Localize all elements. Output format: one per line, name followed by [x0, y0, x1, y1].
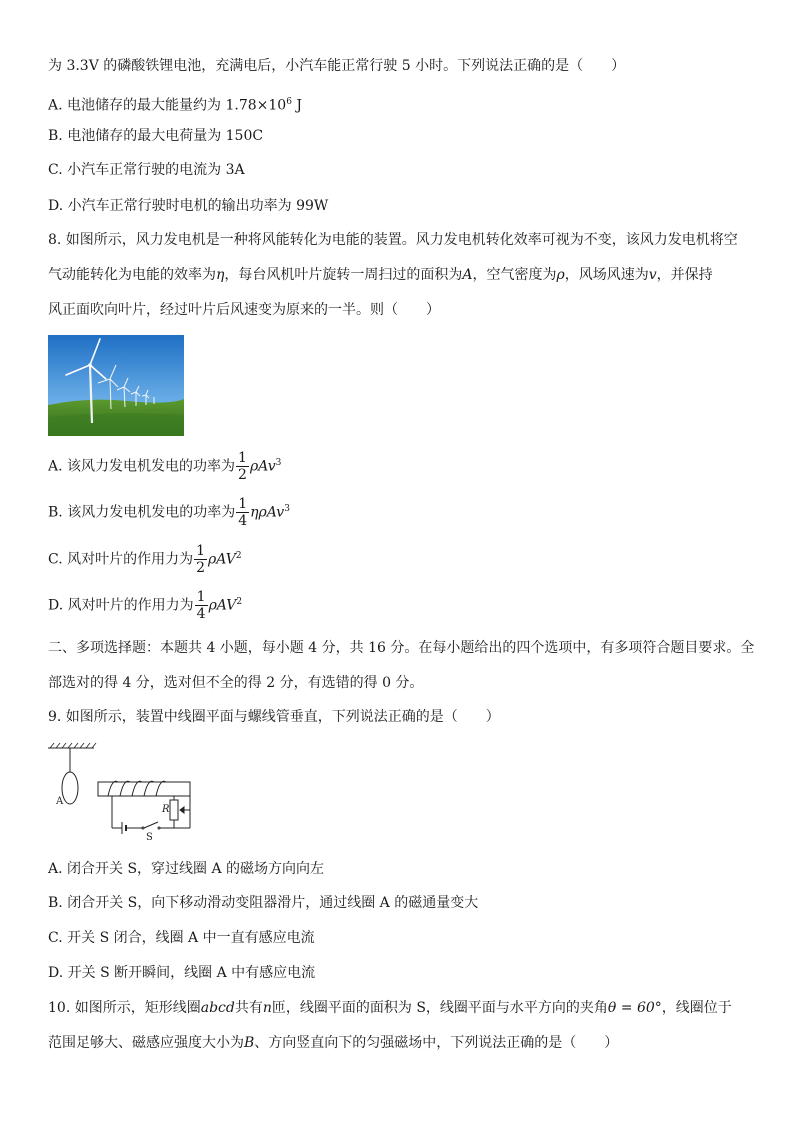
- q8-stem-line2: [48, 265, 713, 285]
- q8-symbol-rho: ρ: [556, 267, 565, 283]
- q8-option-c-expression: ρAV: [208, 551, 236, 568]
- q7-option-c: C. 小汽车正常行驶的电流为 3A: [48, 162, 245, 178]
- label-rheostat-r: R: [162, 804, 170, 815]
- q10-stem-text: 、方向竖直向下的匀强磁场中，下列说法正确的是（ ）: [254, 1035, 619, 1051]
- wind-turbine-photo: [48, 335, 184, 436]
- q10-symbol-b: B: [244, 1035, 255, 1051]
- q10-stem-text: 共有: [234, 1000, 263, 1016]
- solenoid-circuit-diagram: [46, 742, 196, 842]
- q7-option-a: [48, 92, 302, 116]
- q8-option-c: [48, 543, 242, 576]
- q10-symbol-theta: θ = 60°: [607, 1000, 662, 1016]
- q10-stem-text: 10. 如图所示，矩形线圈: [48, 1000, 201, 1016]
- exponent: 3: [284, 503, 290, 514]
- q8-option-a: [48, 450, 281, 483]
- q8-option-b-text: B. 该风力发电机发电的功率为: [48, 504, 236, 521]
- q8-option-a-expression: ρAv: [249, 458, 276, 475]
- fraction-denominator: 4: [196, 606, 206, 622]
- q10-symbol-n: n: [262, 1000, 272, 1016]
- fraction-denominator: 2: [238, 467, 247, 483]
- q8-option-d: [48, 589, 242, 622]
- q8-option-c-text: C. 风对叶片的作用力为: [48, 551, 194, 568]
- q8-stem-line3: 风正面吹向叶片，经过叶片后风速变为原来的一半。则（ ）: [48, 302, 440, 318]
- q8-stem-line1: 8. 如图所示，风力发电机是一种将风能转化为电能的装置。风力发电机转化效率可视为不变，该风力发电机将空: [48, 232, 738, 248]
- q7-option-a-value: 1.78×10: [225, 97, 287, 114]
- fraction: [236, 496, 249, 529]
- q7-option-d: D. 小汽车正常行驶时电机的输出功率为 99W: [48, 198, 329, 214]
- q8-option-b: [48, 496, 290, 529]
- fraction-numerator: 1: [238, 496, 248, 512]
- q9-option-b: B. 闭合开关 S，向下移动滑动变阻器滑片，通过线圈 A 的磁通量变大: [48, 895, 479, 911]
- q10-stem-text: 范围足够大、磁感应强度大小为: [48, 1035, 244, 1051]
- q7-stem-tail: 为 3.3V 的磷酸铁锂电池，充满电后，小汽车能正常行驶 5 小时。下列说法正确的是（ ）: [48, 58, 626, 74]
- q8-option-b-expression: ηρAv: [250, 504, 285, 521]
- fraction-denominator: 4: [238, 513, 248, 529]
- q8-stem-text: ，并保持: [656, 267, 713, 283]
- q8-stem-text: 气动能转化为电能的效率为: [48, 267, 216, 283]
- q7-option-a-unit: J: [291, 97, 302, 114]
- q8-stem-text: ，每台风机叶片旋转一周扫过的面积为: [224, 267, 463, 283]
- q10-stem-line2: [48, 1033, 618, 1053]
- exponent: 2: [235, 550, 242, 561]
- q9-stem: 9. 如图所示，装置中线圈平面与螺线管垂直，下列说法正确的是（ ）: [48, 709, 500, 725]
- q10-symbol-abcd: abcd: [200, 1000, 235, 1016]
- fraction-numerator: 1: [196, 589, 206, 605]
- exponent: 3: [275, 457, 282, 468]
- q8-symbol-v: v: [648, 267, 657, 283]
- q8-symbol-eta: η: [216, 267, 225, 283]
- q7-option-b: B. 电池储存的最大电荷量为 150C: [48, 128, 264, 144]
- q10-stem-text: 匝，线圈平面的面积为 S，线圈平面与水平方向的夹角: [271, 1000, 608, 1016]
- exponent: 2: [236, 596, 243, 607]
- section2-instructions-line2: 部选对的得 4 分，选对但不全的得 2 分，有选错的得 0 分。: [48, 675, 424, 691]
- q8-option-d-expression: ρAV: [208, 597, 237, 614]
- q7-option-a-text: A. 电池储存的最大能量约为: [48, 97, 226, 114]
- q8-option-d-text: D. 风对叶片的作用力为: [48, 597, 194, 614]
- section2-instructions-line1: 二、多项选择题：本题共 4 小题，每小题 4 分，共 16 分。在每小题给出的四个选项中，有多项符合题目要求。全: [48, 640, 755, 656]
- q9-option-a: A. 闭合开关 S，穿过线圈 A 的磁场方向向左: [48, 861, 325, 877]
- q8-stem-text: ，空气密度为: [472, 267, 557, 283]
- label-coil-a: A: [56, 796, 64, 807]
- q8-stem-text: ，风场风速为: [564, 267, 649, 283]
- q7-option-a-exponent: 6: [286, 97, 292, 107]
- fraction: [236, 450, 249, 483]
- q9-option-c: C. 开关 S 闭合，线圈 A 中一直有感应电流: [48, 930, 315, 946]
- label-switch-s: S: [146, 832, 153, 842]
- fraction-numerator: 1: [196, 543, 206, 559]
- fraction: [194, 543, 207, 576]
- fraction-numerator: 1: [238, 450, 247, 466]
- q9-option-d: D. 开关 S 断开瞬间，线圈 A 中有感应电流: [48, 965, 316, 981]
- fraction-denominator: 2: [196, 560, 206, 576]
- q8-symbol-area: A: [462, 267, 473, 283]
- fraction: [195, 589, 208, 622]
- q10-stem-line1: [48, 998, 732, 1018]
- q10-stem-text: ，线圈位于: [661, 1000, 732, 1016]
- q8-option-a-text: A. 该风力发电机发电的功率为: [48, 458, 236, 475]
